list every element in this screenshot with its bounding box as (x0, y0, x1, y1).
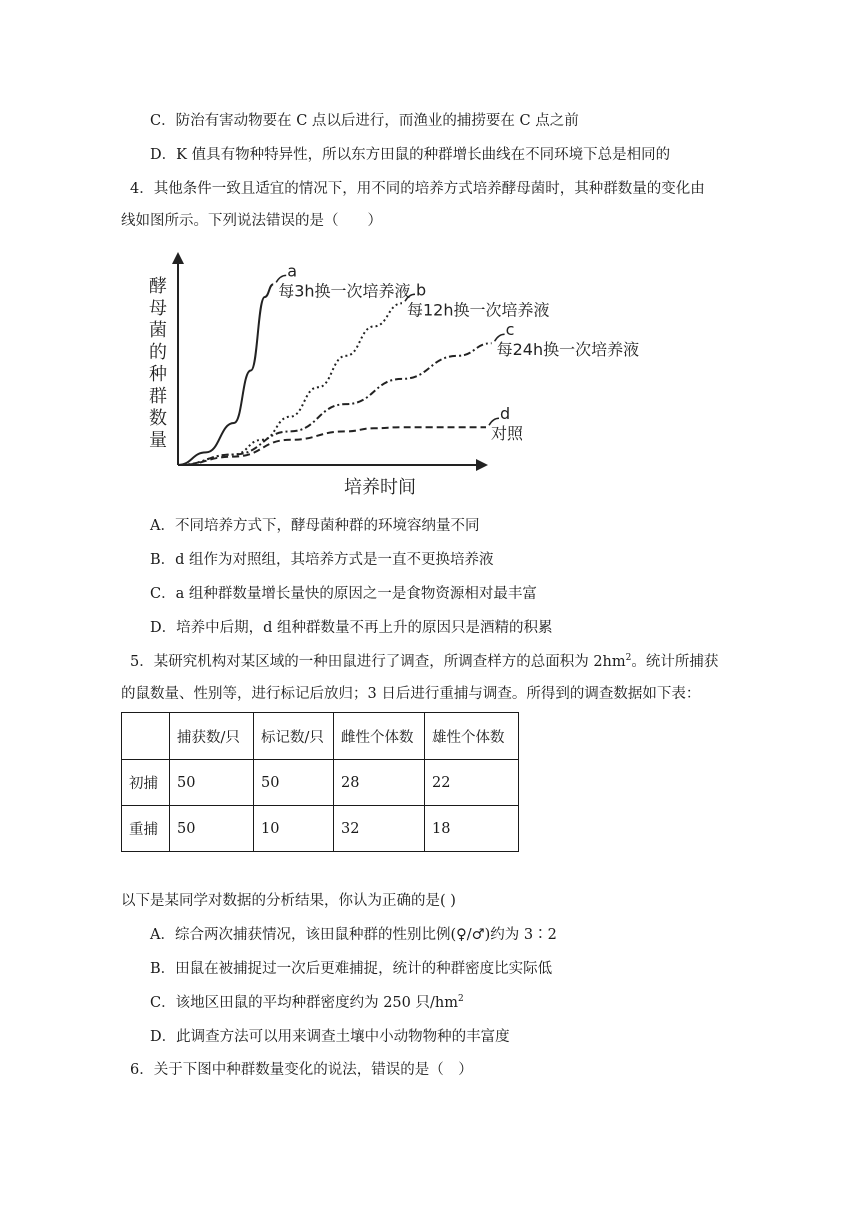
table-row (122, 806, 519, 852)
table-cell: 32 (334, 806, 425, 852)
table-cell: 50 (170, 806, 254, 852)
table-cell: 重捕 (122, 806, 170, 852)
q6-stem: 6．关于下图中种群数量变化的说法，错误的是（ ） (130, 1062, 473, 1078)
table-cell: 50 (254, 760, 334, 806)
y-axis-label-char: 酵 (149, 276, 167, 297)
table-cell: 10 (254, 806, 334, 852)
table-cell: 50 (170, 760, 254, 806)
q5-option-a: A．综合两次捕获情况，该田鼠种群的性别比例(♀/♂)约为 3∶2 (150, 927, 557, 943)
q3-option-d: D．K 值具有物种特异性，所以东方田鼠的种群增长曲线在不同环境下总是相同的 (150, 147, 671, 163)
y-axis-label-char: 群 (149, 386, 167, 407)
q4-option-a: A．不同培养方式下，酵母菌种群的环境容纳量不同 (150, 518, 480, 534)
table-header-cell (122, 713, 170, 760)
q5-option-b: B．田鼠在被捕捉过一次后更难捕捉，统计的种群密度比实际低 (150, 961, 553, 977)
q4-option-b: B．d 组作为对照组，其培养方式是一直不更换培养液 (150, 552, 494, 568)
series-letter-a: a (287, 261, 298, 281)
series-label-d: 对照 (491, 424, 524, 444)
table-header-cell: 雌性个体数 (334, 713, 425, 760)
q4-stem-line-2: 线如图所示。下列说法错误的是（ ） (121, 213, 382, 229)
survey-table (121, 712, 519, 852)
y-axis-label (149, 276, 167, 451)
table-header-cell: 捕获数/只 (170, 713, 254, 760)
q4-stem-line-1: 4．其他条件一致且适宜的情况下，用不同的培养方式培养酵母菌时，其种群数量的变化由 (130, 181, 705, 197)
table-row (122, 760, 519, 806)
y-axis-label-char: 的 (149, 342, 167, 363)
q5-followup: 以下是某同学对数据的分析结果，你认为正确的是( ) (121, 893, 456, 909)
q4-option-c: C．a 组种群数量增长量快的原因之一是食物资源相对最丰富 (150, 586, 537, 602)
series-label-c: 每24h换一次培养液 (496, 340, 640, 360)
table-cell: 18 (425, 806, 519, 852)
q5-stem-line-2: 的鼠数量、性别等，进行标记后放归；3 日后进行重捕与调查。所得到的调查数据如下表： (121, 686, 701, 702)
y-axis-label-char: 种 (149, 364, 167, 385)
y-axis-label-char: 菌 (149, 320, 167, 341)
q5-stem-line-1: 5．某研究机构对某区域的一种田鼠进行了调查，所调查样方的总面积为 $2hm^2$。统计所捕获 (130, 653, 719, 670)
q5-option-d: D．此调查方法可以用来调查土壤中小动物物种的丰富度 (150, 1029, 510, 1045)
series-line-a (178, 284, 273, 465)
table-header-row (122, 713, 519, 760)
table-cell: 28 (334, 760, 425, 806)
series-letter-b: b (416, 280, 427, 300)
table-cell: 初捕 (122, 760, 170, 806)
series-line-d (178, 427, 486, 465)
series-letter-c: c (505, 320, 515, 340)
table-cell: 22 (425, 760, 519, 806)
q3-option-c: C．防治有害动物要在 C 点以后进行，而渔业的捕捞要在 C 点之前 (150, 113, 579, 129)
series-label-a: 每3h换一次培养液 (278, 281, 411, 301)
y-axis-label-char: 母 (149, 298, 167, 319)
series-line-c (178, 343, 492, 465)
q5-option-c: C．该地区田鼠的平均种群密度约为 250 只$/hm^2$ (150, 994, 464, 1011)
q4-option-d: D．培养中后期，d 组种群数量不再上升的原因只是酒精的积累 (150, 620, 553, 636)
table-header-cell: 雄性个体数 (425, 713, 519, 760)
series-label-b: 每12h换一次培养液 (407, 300, 550, 320)
series-letter-d: d (500, 404, 511, 424)
x-axis-label: 培养时间 (344, 477, 416, 498)
table-header-cell: 标记数/只 (254, 713, 334, 760)
y-axis-label-char: 数 (149, 408, 167, 429)
y-axis-label-char: 量 (149, 430, 167, 451)
yeast-growth-chart (140, 250, 640, 500)
